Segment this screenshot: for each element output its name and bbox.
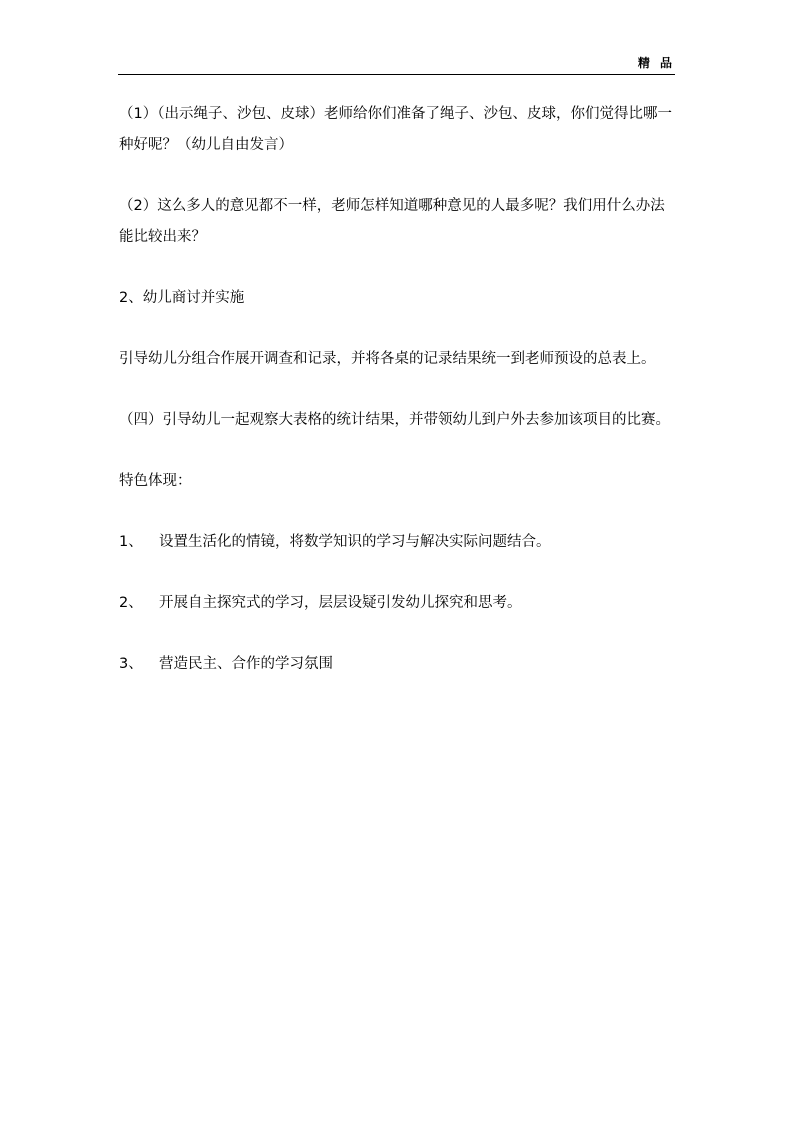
list-item-text: 开展自主探究式的学习，层层设疑引发幼儿探究和思考。 xyxy=(159,595,522,611)
section-heading-discussion: 2、幼儿商讨并实施 xyxy=(119,290,245,306)
paragraph-guidance: 引导幼儿分组合作展开调查和记录，并将各桌的记录结果统一到老师预设的总表上。 xyxy=(119,351,656,367)
list-item-number: 1、 xyxy=(119,534,143,550)
document-body xyxy=(119,99,675,710)
list-item xyxy=(119,527,675,558)
page-header xyxy=(118,56,675,75)
list-item-text: 营造民主、合作的学习氛围 xyxy=(159,656,333,672)
paragraph-question-1: （1）（出示绳子、沙包、皮球）老师给你们准备了绳子、沙包、皮球，你们觉得比哪一种好呢？（幼儿自由发言） xyxy=(119,106,672,153)
list-item-number: 3、 xyxy=(119,656,143,672)
header-label: 精 品 xyxy=(637,56,675,70)
paragraph-question-2: （2）这么多人的意见都不一样，老师怎样知道哪种意见的人最多呢？我们用什么办法能比较出来？ xyxy=(119,198,665,245)
list-item-text: 设置生活化的情镜，将数学知识的学习与解决实际问题结合。 xyxy=(159,534,551,550)
section-heading-features: 特色体现： xyxy=(119,473,192,489)
list-item-number: 2、 xyxy=(119,595,143,611)
list-item xyxy=(119,588,675,619)
list-item xyxy=(119,649,675,680)
paragraph-step-four: （四）引导幼儿一起观察大表格的统计结果，并带领幼儿到户外去参加该项目的比赛。 xyxy=(119,412,670,428)
